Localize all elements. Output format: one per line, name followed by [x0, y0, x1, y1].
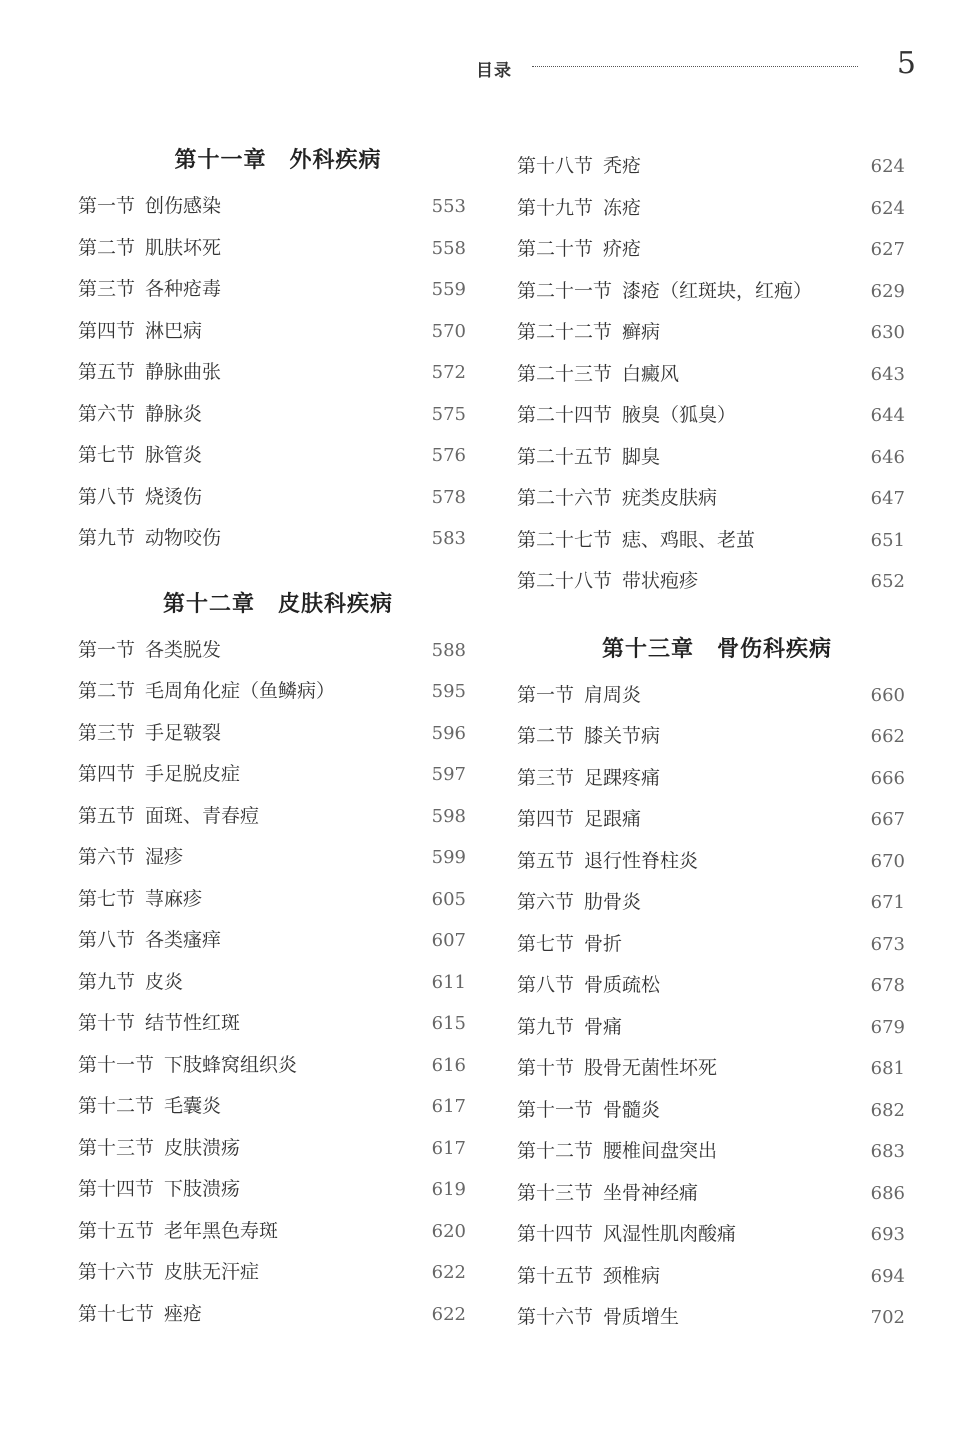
toc-section-label: 第九节	[78, 970, 136, 993]
toc-entry-title: 退行性脊柱炎	[584, 849, 699, 872]
toc-entry-title: 足跟痛	[584, 808, 642, 830]
toc-entry[interactable]	[517, 1297, 917, 1339]
toc-page-number: 679	[870, 1016, 905, 1038]
toc-entry-title: 秃疮	[603, 155, 642, 177]
toc-entry-title: 荨麻疹	[145, 887, 203, 910]
toc-left-column	[78, 138, 478, 1335]
toc-page-number: 570	[431, 320, 466, 342]
toc-section-label: 第二十节	[517, 238, 594, 260]
toc-entry-title: 漆疮（红斑块，红疱）	[622, 279, 813, 302]
toc-section-label: 第七节	[78, 444, 136, 466]
toc-section-label: 第十二节	[78, 1095, 155, 1117]
toc-page-number: 622	[431, 1303, 466, 1325]
toc-page-number: 644	[870, 405, 905, 426]
toc-entry[interactable]	[517, 395, 917, 437]
toc-entry[interactable]	[78, 879, 478, 921]
toc-entry[interactable]	[78, 1003, 478, 1045]
chapter-heading: 第十二章 皮肤科疾病	[162, 591, 393, 617]
toc-section-label: 第四节	[517, 808, 575, 830]
toc-entry[interactable]	[517, 188, 917, 230]
toc-section-label: 第二十八节	[517, 570, 613, 592]
toc-entry[interactable]	[517, 520, 917, 562]
toc-entry[interactable]	[78, 269, 478, 311]
toc-section-label: 第二节	[78, 236, 136, 259]
toc-section-label: 第十三节	[517, 1181, 594, 1204]
toc-entry-title: 动物咬伤	[145, 527, 222, 549]
toc-entry[interactable]	[78, 1086, 478, 1128]
toc-entry[interactable]	[78, 796, 478, 838]
toc-entry[interactable]	[78, 186, 478, 228]
toc-entry[interactable]	[517, 758, 917, 800]
toc-section-label: 第十五节	[517, 1264, 594, 1287]
toc-page-number: 558	[431, 237, 466, 259]
toc-entry[interactable]	[517, 478, 917, 520]
toc-section-label: 第九节	[78, 527, 136, 549]
toc-entry[interactable]	[517, 1048, 917, 1090]
toc-section-label: 第五节	[78, 361, 136, 383]
toc-section-label: 第十四节	[517, 1223, 594, 1245]
toc-entry[interactable]	[78, 311, 478, 353]
toc-section-label: 第二节	[78, 680, 136, 702]
toc-page-number: 630	[870, 322, 905, 343]
toc-section-label: 第二十六节	[517, 487, 613, 509]
toc-section-label: 第二十五节	[517, 445, 613, 468]
toc-entry-title: 痣、鸡眼、老茧	[622, 528, 756, 551]
toc-entry[interactable]	[517, 1090, 917, 1132]
toc-section-label: 第二十二节	[517, 321, 613, 343]
toc-entry[interactable]	[517, 354, 917, 396]
toc-section-label: 第一节	[517, 683, 575, 706]
toc-entry-title: 疥疮	[603, 238, 642, 260]
toc-section-label: 第十节	[78, 1012, 136, 1034]
toc-entry-title: 下肢蜂窝组织炎	[164, 1053, 298, 1076]
toc-entry[interactable]	[78, 477, 478, 519]
toc-entry-title: 冻疮	[603, 196, 642, 219]
toc-section-label: 第十六节	[78, 1261, 155, 1283]
toc-entry[interactable]	[78, 1045, 478, 1087]
toc-page-number: 646	[870, 446, 905, 468]
toc-page-number: 671	[870, 892, 905, 913]
toc-section-label: 第十一节	[78, 1053, 155, 1076]
toc-page-number: 651	[870, 529, 905, 551]
toc-entry[interactable]	[517, 716, 917, 758]
toc-entry[interactable]	[78, 713, 478, 755]
toc-section-label: 第十四节	[78, 1178, 155, 1200]
toc-section-label: 第八节	[78, 929, 136, 951]
toc-entry[interactable]	[517, 965, 917, 1007]
toc-section-label: 第六节	[78, 846, 136, 868]
toc-page-number: 588	[431, 639, 466, 661]
header-title: 目录	[476, 61, 512, 81]
toc-entry-title: 皮炎	[145, 970, 184, 993]
toc-entry-title: 烧烫伤	[145, 485, 203, 508]
toc-page-number: 652	[870, 571, 905, 592]
toc-entry-title: 腰椎间盘突出	[603, 1140, 718, 1162]
toc-list	[78, 630, 478, 1336]
toc-entry[interactable]	[517, 882, 917, 924]
toc-page-number: 607	[431, 930, 466, 951]
toc-entry[interactable]	[78, 228, 478, 270]
toc-entry-title: 皮肤溃疡	[164, 1136, 241, 1159]
toc-section-label: 第三节	[78, 278, 136, 300]
toc-entry-title: 老年黑色寿斑	[164, 1219, 279, 1242]
toc-entry-title: 骨髓炎	[603, 1098, 661, 1121]
toc-section-label: 第五节	[78, 804, 136, 827]
toc-entry[interactable]	[78, 1211, 478, 1253]
toc-entry-title: 膝关节病	[584, 725, 661, 747]
toc-page-number: 578	[431, 486, 466, 508]
toc-entry[interactable]	[78, 837, 478, 879]
toc-section-label: 第四节	[78, 319, 136, 342]
page-number: 5	[896, 46, 916, 81]
toc-page-number: 598	[431, 805, 466, 827]
toc-entry[interactable]	[78, 630, 478, 672]
toc-section-label: 第十九节	[517, 196, 594, 219]
toc-entry-title: 疣类皮肤病	[622, 487, 718, 509]
toc-entry-title: 创伤感染	[145, 195, 222, 217]
toc-entry-title: 骨质疏松	[584, 974, 661, 996]
toc-section-label: 第六节	[78, 402, 136, 425]
toc-entry-title: 湿疹	[145, 846, 184, 868]
chapter-heading: 第十一章 外科疾病	[174, 148, 382, 173]
toc-entry[interactable]	[78, 1294, 478, 1336]
toc-section-label: 第六节	[517, 891, 575, 913]
toc-section-label: 第二十七节	[517, 528, 613, 551]
toc-entry-title: 骨质增生	[603, 1306, 680, 1328]
toc-section-label: 第七节	[517, 932, 575, 955]
toc-entry-title: 骨折	[584, 932, 623, 955]
toc-entry-title: 坐骨神经痛	[603, 1181, 699, 1204]
toc-section-label: 第十一节	[517, 1098, 594, 1121]
toc-page-number: 693	[870, 1224, 905, 1245]
toc-entry[interactable]	[78, 435, 478, 477]
toc-entry[interactable]	[78, 394, 478, 436]
toc-entry[interactable]	[517, 146, 917, 188]
toc-page-number: 624	[870, 197, 905, 219]
toc-page-number: 615	[431, 1013, 466, 1034]
toc-entry[interactable]	[78, 352, 478, 394]
toc-section-label: 第二十四节	[517, 404, 613, 426]
toc-page-number: 686	[870, 1182, 905, 1204]
toc-page-number: 667	[870, 809, 905, 830]
toc-entry-title: 各类瘙痒	[145, 929, 222, 951]
toc-page-number: 605	[431, 888, 466, 910]
page-header	[470, 48, 920, 84]
toc-page-number: 666	[870, 767, 905, 789]
toc-entry-title: 脚臭	[622, 445, 661, 468]
toc-page-number: 583	[431, 528, 466, 549]
toc-section-label: 第二十三节	[517, 362, 613, 385]
toc-entry-title: 脉管炎	[145, 444, 203, 466]
toc-page-number: 617	[431, 1096, 466, 1117]
toc-entry-title: 肩周炎	[584, 683, 642, 706]
toc-list	[517, 146, 917, 603]
toc-page-number: 624	[870, 156, 905, 177]
toc-entry[interactable]	[78, 1128, 478, 1170]
toc-entry-title: 手足皲裂	[145, 721, 222, 744]
toc-entry[interactable]	[517, 561, 917, 603]
toc-section-label: 第二节	[517, 725, 575, 747]
toc-page-number: 572	[431, 362, 466, 383]
toc-entry-title: 肋骨炎	[584, 891, 642, 913]
toc-entry-title: 面斑、青春痘	[145, 804, 260, 827]
toc-page-number: 599	[431, 847, 466, 868]
toc-page-number: 559	[431, 279, 466, 300]
toc-entry[interactable]	[517, 675, 917, 717]
toc-entry-title: 肌肤坏死	[145, 236, 222, 259]
toc-page-number: 627	[870, 239, 905, 260]
toc-entry[interactable]	[78, 518, 478, 560]
chapter-heading: 第十三章 骨伤科疾病	[601, 636, 832, 662]
toc-entry[interactable]	[517, 437, 917, 479]
toc-section-label: 第一节	[78, 195, 136, 217]
toc-section-label: 第十二节	[517, 1140, 594, 1162]
header-dotted-leader	[532, 66, 858, 67]
toc-entry-title: 腋臭（狐臭）	[622, 404, 737, 426]
toc-page-number: 619	[431, 1179, 466, 1200]
toc-entry-title: 毛囊炎	[164, 1095, 222, 1117]
toc-page-number: 576	[431, 445, 466, 466]
toc-page-number: 683	[870, 1141, 905, 1162]
toc-entry-title: 皮肤无汗症	[164, 1261, 260, 1283]
toc-section-label: 第三节	[517, 766, 575, 789]
toc-list	[517, 675, 917, 1339]
toc-entry-title: 痤疮	[164, 1302, 203, 1325]
toc-section-label: 第八节	[78, 485, 136, 508]
toc-page-number: 647	[870, 488, 905, 509]
toc-entry[interactable]	[517, 1007, 917, 1049]
toc-entry-title: 癣病	[622, 321, 661, 343]
toc-entry[interactable]	[517, 1214, 917, 1256]
toc-entry-title: 淋巴病	[145, 319, 203, 342]
toc-page-number: 597	[431, 764, 466, 785]
toc-entry-title: 手足脱皮症	[145, 763, 241, 785]
toc-entry-title: 骨痛	[584, 1015, 623, 1038]
toc-section-label: 第十五节	[78, 1219, 155, 1242]
toc-page-number: 553	[431, 196, 466, 217]
toc-section-label: 第八节	[517, 974, 575, 996]
toc-entry-title: 股骨无菌性坏死	[584, 1057, 718, 1079]
toc-section-label: 第一节	[78, 638, 136, 661]
toc-entry-title: 白癜风	[622, 362, 680, 385]
toc-entry[interactable]	[517, 841, 917, 883]
toc-entry[interactable]	[78, 671, 478, 713]
toc-page-number: 682	[870, 1099, 905, 1121]
toc-entry-title: 下肢溃疡	[164, 1178, 241, 1200]
toc-entry-title: 静脉炎	[145, 402, 203, 425]
toc-section-label: 第十八节	[517, 155, 594, 177]
toc-entry-title: 带状疱疹	[622, 570, 699, 592]
toc-entry-title: 结节性红斑	[145, 1012, 241, 1034]
toc-page-number: 660	[870, 684, 905, 706]
toc-page-number: 681	[870, 1058, 905, 1079]
toc-entry[interactable]	[78, 1252, 478, 1294]
toc-entry-title: 风湿性肌肉酸痛	[603, 1223, 737, 1245]
toc-entry[interactable]	[78, 920, 478, 962]
toc-entry-title: 毛周角化症（鱼鳞病）	[145, 680, 336, 702]
toc-page-number: 595	[431, 681, 466, 702]
toc-entry[interactable]	[78, 962, 478, 1004]
toc-page-number: 596	[431, 722, 466, 744]
toc-entry[interactable]	[517, 1173, 917, 1215]
toc-section-label: 第十三节	[78, 1136, 155, 1159]
toc-entry[interactable]	[78, 1169, 478, 1211]
toc-entry-title: 颈椎病	[603, 1264, 661, 1287]
toc-page-number: 629	[870, 280, 905, 302]
toc-page-number: 620	[431, 1220, 466, 1242]
toc-entry-title: 各类脱发	[145, 638, 222, 661]
toc-entry[interactable]	[517, 312, 917, 354]
toc-page-number: 617	[431, 1137, 466, 1159]
toc-section-label: 第九节	[517, 1015, 575, 1038]
toc-page-number: 643	[870, 363, 905, 385]
toc-section-label: 第七节	[78, 887, 136, 910]
toc-section-label: 第五节	[517, 849, 575, 872]
toc-page-number: 622	[431, 1262, 466, 1283]
toc-section-label: 第十六节	[517, 1306, 594, 1328]
toc-page-number: 678	[870, 975, 905, 996]
toc-entry[interactable]	[78, 754, 478, 796]
toc-page-number: 670	[870, 850, 905, 872]
toc-page-number: 575	[431, 403, 466, 425]
toc-section-label: 第三节	[78, 721, 136, 744]
toc-section-label: 第四节	[78, 763, 136, 785]
toc-right-column	[517, 146, 917, 1339]
toc-list	[78, 186, 478, 560]
toc-entry-title: 各种疮毒	[145, 278, 222, 300]
toc-page-number: 694	[870, 1265, 905, 1287]
toc-section-label: 第十七节	[78, 1302, 155, 1325]
toc-page-number: 611	[431, 971, 466, 993]
toc-entry[interactable]	[517, 799, 917, 841]
toc-page-number: 616	[431, 1054, 466, 1076]
toc-section-label: 第二十一节	[517, 279, 613, 302]
toc-entry[interactable]	[517, 924, 917, 966]
toc-entry[interactable]	[517, 1256, 917, 1298]
toc-entry[interactable]	[517, 271, 917, 313]
toc-page-number: 702	[870, 1307, 905, 1328]
toc-entry[interactable]	[517, 1131, 917, 1173]
toc-section-label: 第十节	[517, 1057, 575, 1079]
toc-entry-title: 静脉曲张	[145, 361, 222, 383]
toc-page-number: 662	[870, 726, 905, 747]
toc-entry[interactable]	[517, 229, 917, 271]
toc-page-number: 673	[870, 933, 905, 955]
toc-entry-title: 足踝疼痛	[584, 766, 661, 789]
